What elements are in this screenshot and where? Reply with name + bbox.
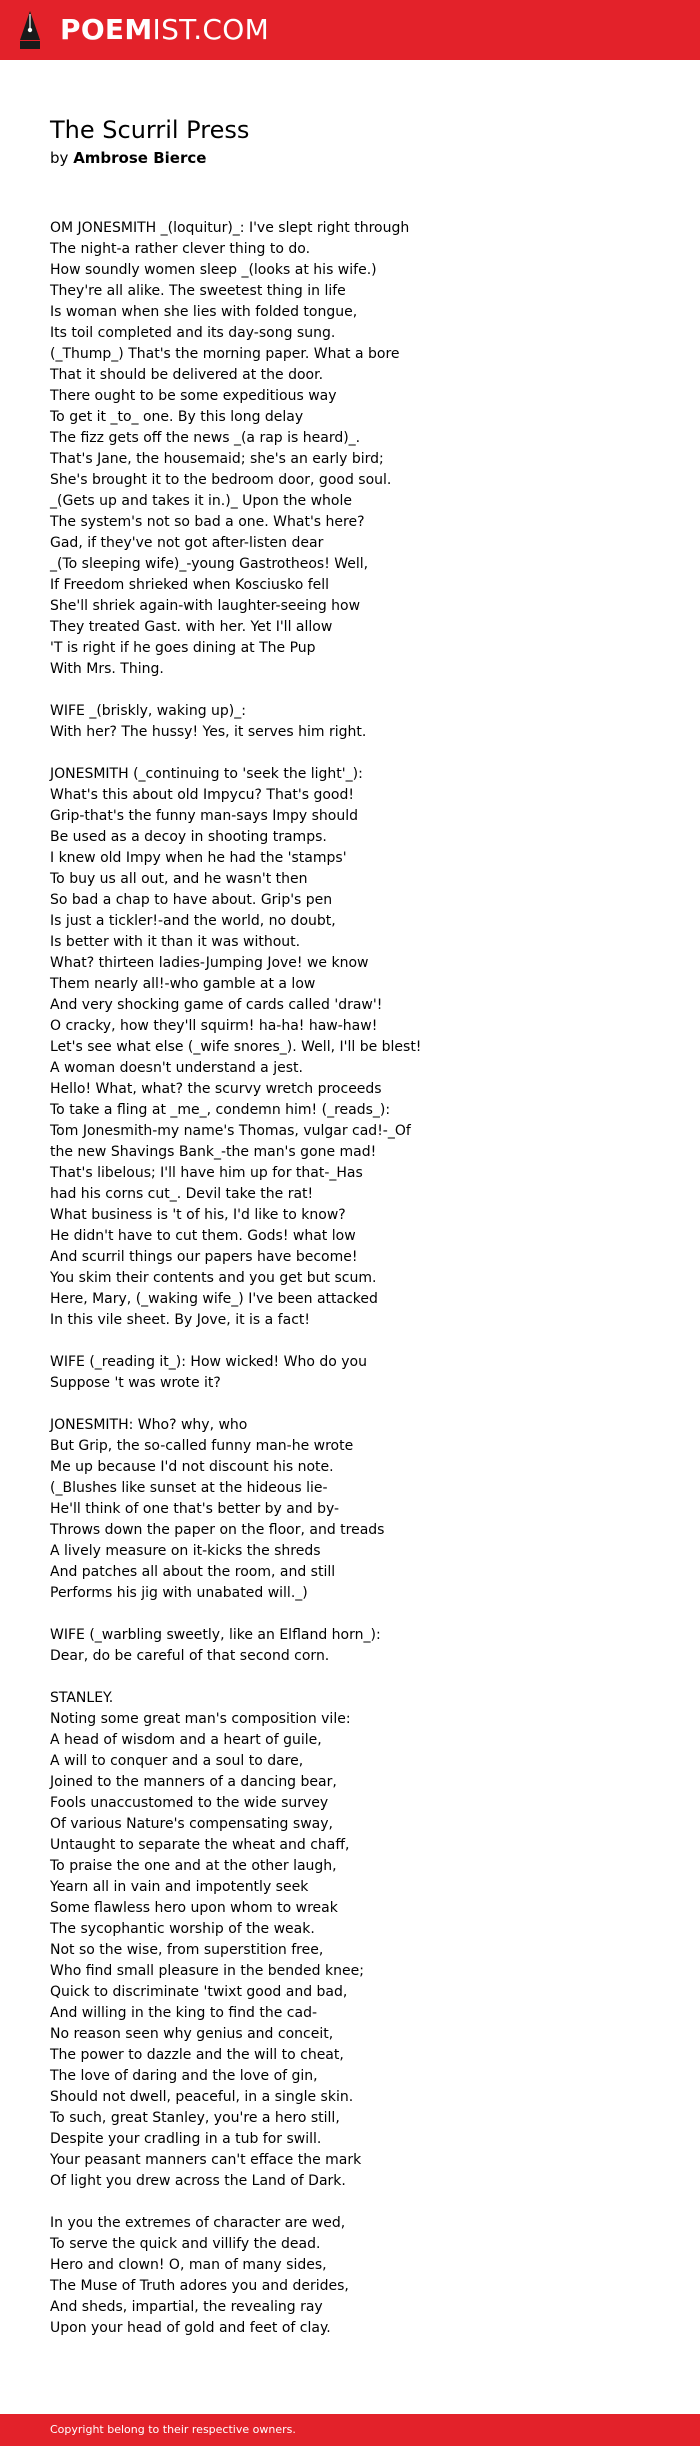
poem-stanza [50, 1625, 670, 1667]
poem-line: And very shocking game of cards called 'draw'! [50, 997, 383, 1013]
poem-line: She's brought it to the bedroom door, good soul. [50, 472, 392, 488]
poem-line: Here, Mary, (_waking wife_) I've been attacked [50, 1291, 378, 1307]
poem-line: The fizz gets off the news _(a rap is heard)_. [50, 430, 361, 446]
poem-line: _(To sleeping wife)_-young Gastrotheos! Well, [50, 556, 369, 572]
poem-line: Despite your cradling in a tub for swill. [50, 2131, 322, 2147]
poem-line: To praise the one and at the other laugh, [50, 1858, 337, 1874]
poem-line: the new Shavings Bank_-the man's gone mad! [50, 1144, 377, 1160]
poem-stanza [50, 1352, 670, 1394]
poem-line: WIFE _(briskly, waking up)_: [50, 703, 246, 719]
poem-line: The power to dazzle and the will to cheat, [50, 2047, 344, 2063]
poem-line: If Freedom shrieked when Kosciusko fell [50, 577, 330, 593]
poem-line: WIFE (_reading it_): How wicked! Who do you [50, 1354, 367, 1370]
poem-line: Tom Jonesmith-my name's Thomas, vulgar cad!-_Of [50, 1123, 411, 1139]
poem-line: Is better with it than it was without. [50, 934, 301, 950]
poem-line: Grip-that's the funny man-says Impy should [50, 808, 358, 824]
poem-line: That it should be delivered at the door. [50, 367, 324, 383]
poem-line: Gad, if they've not got after-listen dear [50, 535, 324, 551]
poem-line: Hello! What, what? the scurvy wretch proceeds [50, 1081, 382, 1097]
poem-line: JONESMITH (_continuing to 'seek the light'_): [50, 766, 363, 782]
poem-stanza [50, 701, 670, 743]
poem-line: In this vile sheet. By Jove, it is a fact! [50, 1312, 310, 1328]
poem-line: Suppose 't was wrote it? [50, 1375, 221, 1391]
poem-line: But Grip, the so-called funny man-he wrote [50, 1438, 354, 1454]
pen-nib-icon[interactable] [18, 10, 42, 50]
poem-line: A will to conquer and a soul to dare, [50, 1753, 304, 1769]
poem-line: WIFE (_warbling sweetly, like an Elfland horn_): [50, 1627, 381, 1643]
poem-line: The sycophantic worship of the weak. [50, 1921, 315, 1937]
poem-line: Your peasant manners can't efface the mark [50, 2152, 362, 2168]
poem-line: In you the extremes of character are wed, [50, 2215, 346, 2231]
site-logo[interactable] [60, 13, 269, 47]
poem-line: (_Blushes like sunset at the hideous lie- [50, 1480, 328, 1496]
poem-line: To such, great Stanley, you're a hero still, [50, 2110, 340, 2126]
poem-line: You skim their contents and you get but scum. [50, 1270, 377, 1286]
poem-line: To get it _to_ one. By this long delay [50, 409, 304, 425]
poem-line: O cracky, how they'll squirm! ha-ha! haw-haw! [50, 1018, 378, 1034]
poem-line: How soundly women sleep _(looks at his wife.) [50, 262, 377, 278]
poem-line: The Muse of Truth adores you and derides, [50, 2278, 349, 2294]
poem-line: The love of daring and the love of gin, [50, 2068, 318, 2084]
poem-line: No reason seen why genius and conceit, [50, 2026, 334, 2042]
poem-line: Of various Nature's compensating sway, [50, 1816, 333, 1832]
poem-line: And scurril things our papers have become! [50, 1249, 358, 1265]
poem-line: Upon your head of gold and feet of clay. [50, 2320, 331, 2336]
poem-line: With her? The hussy! Yes, it serves him right. [50, 724, 367, 740]
poem-line: Quick to discriminate 'twixt good and bad, [50, 1984, 348, 2000]
poem-line: Joined to the manners of a dancing bear, [50, 1774, 337, 1790]
poem-line: Its toil completed and its day-song sung. [50, 325, 336, 341]
copyright-notice: Copyright belong to their respective owners. [50, 2423, 296, 2436]
poem-stanza [50, 1688, 670, 2192]
poem-line: That's libelous; I'll have him up for that-_Has [50, 1165, 363, 1181]
poem-line: He'll think of one that's better by and by- [50, 1501, 340, 1517]
poem-stanza [50, 1415, 670, 1604]
poem-line: Is just a tickler!-and the world, no doubt, [50, 913, 336, 929]
poem-line: Fools unaccustomed to the wide survey [50, 1795, 329, 1811]
poem-author[interactable]: Ambrose Bierce [73, 149, 207, 167]
poem-line: Yearn all in vain and impotently seek [50, 1879, 309, 1895]
poem-title: The Scurril Press [50, 116, 250, 144]
poem-line: With Mrs. Thing. [50, 661, 164, 677]
poem-line: To buy us all out, and he wasn't then [50, 871, 308, 887]
poem-line: That's Jane, the housemaid; she's an early bird; [50, 451, 384, 467]
poem-line: The system's not so bad a one. What's here? [50, 514, 365, 530]
poem-line: And willing in the king to find the cad- [50, 2005, 318, 2021]
poem-line: Of light you drew across the Land of Dark. [50, 2173, 346, 2189]
poem-line: STANLEY. [50, 1690, 114, 1706]
poem-line: Them nearly all!-who gamble at a low [50, 976, 316, 992]
poem-line: To serve the quick and villify the dead. [50, 2236, 321, 2252]
poem-line: Not so the wise, from superstition free, [50, 1942, 324, 1958]
poem-line: Let's see what else (_wife snores_). Well, I'll be blest! [50, 1039, 422, 1055]
poem-line: OM JONESMITH _(loquitur)_: I've slept right through [50, 220, 410, 236]
poem-line: There ought to be some expeditious way [50, 388, 337, 404]
poem-line: Should not dwell, peaceful, in a single skin. [50, 2089, 354, 2105]
by-label: by [50, 149, 69, 167]
poem-line: had his corns cut_. Devil take the rat! [50, 1186, 314, 1202]
poem-line: 'T is right if he goes dining at The Pup [50, 640, 316, 656]
poem-line: The night-a rather clever thing to do. [50, 241, 311, 257]
poem-line: Is woman when she lies with folded tongue, [50, 304, 358, 320]
poem-line: I knew old Impy when he had the 'stamps' [50, 850, 347, 866]
poem-line: (_Thump_) That's the morning paper. What a bore [50, 346, 400, 362]
site-header [0, 0, 700, 60]
poem-line: And sheds, impartial, the revealing ray [50, 2299, 323, 2315]
poem-body [50, 218, 670, 2360]
poem-line: Noting some great man's composition vile: [50, 1711, 351, 1727]
poem-line: A lively measure on it-kicks the shreds [50, 1543, 321, 1559]
poem-line: A head of wisdom and a heart of guile, [50, 1732, 322, 1748]
poem-line: He didn't have to cut them. Gods! what low [50, 1228, 356, 1244]
poem-line: Performs his jig with unabated will._) [50, 1585, 308, 1601]
poem-stanza [50, 218, 670, 680]
poem-line: Hero and clown! O, man of many sides, [50, 2257, 327, 2273]
poem-line: Some flawless hero upon whom to wreak [50, 1900, 338, 1916]
poem-line: And patches all about the room, and still [50, 1564, 336, 1580]
poem-byline [50, 148, 206, 168]
poem-line: They treated Gast. with her. Yet I'll allow [50, 619, 333, 635]
poem-line: Throws down the paper on the floor, and treads [50, 1522, 385, 1538]
poem-line: What business is 't of his, I'd like to know? [50, 1207, 346, 1223]
poem-line: Untaught to separate the wheat and chaff, [50, 1837, 350, 1853]
poem-stanza [50, 764, 670, 1331]
poem-line: They're all alike. The sweetest thing in life [50, 283, 346, 299]
poem-line: She'll shriek again-with laughter-seeing how [50, 598, 361, 614]
logo-text-light: IST.COM [152, 13, 270, 46]
logo-text-bold: POEM [60, 13, 153, 46]
site-footer [0, 2414, 700, 2446]
poem-line: Be used as a decoy in shooting tramps. [50, 829, 327, 845]
poem-line: _(Gets up and takes it in.)_ Upon the whole [50, 493, 352, 509]
poem-line: A woman doesn't understand a jest. [50, 1060, 303, 1076]
poem-line: Who find small pleasure in the bended knee; [50, 1963, 364, 1979]
poem-line: What? thirteen ladies-Jumping Jove! we know [50, 955, 369, 971]
poem-stanza [50, 2213, 670, 2339]
poem-line: Dear, do be careful of that second corn. [50, 1648, 330, 1664]
poem-line: To take a fling at _me_, condemn him! (_reads_): [50, 1102, 391, 1118]
poem-line: So bad a chap to have about. Grip's pen [50, 892, 333, 908]
poem-line: Me up because I'd not discount his note. [50, 1459, 334, 1475]
poem-line: JONESMITH: Who? why, who [50, 1417, 248, 1433]
poem-line: What's this about old Impycu? That's good! [50, 787, 355, 803]
